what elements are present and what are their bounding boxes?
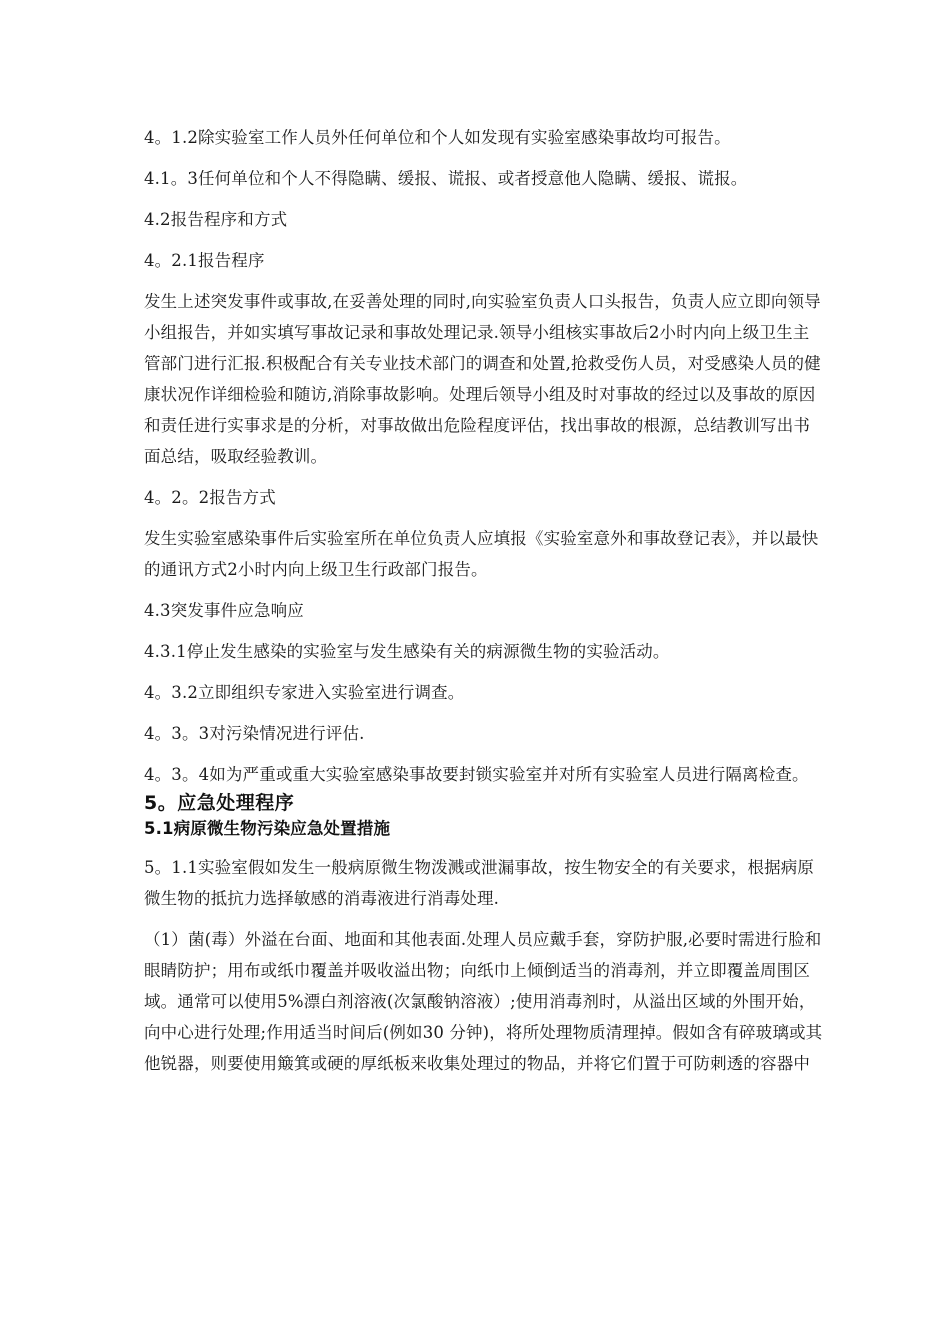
heading-4-2-1: 4。2.1报告程序 — [144, 251, 265, 270]
paragraph-report-procedure: 发生上述突发事件或事故,在妥善处理的同时,向实验室负责人口头报告，负责人应立即向领导小组报告，并如实填写事故记录和事故处理记录.领导小组核实事故后2小时内向上级卫生主管部门进行汇报.积极配合有关专业技术部门的调查和处置,抢救受伤人员，对受感染人员的健康状况作详细检验和随访,消除事故影响。处理后领导小组及时对事故的经过以及事故的原因和责任进行实事求是的分析，对事故做出危险程度评估，找出事故的根源，总结教训写出书面总结，吸取经验教训。 — [144, 292, 821, 466]
paragraph-4-1-2: 4。1.2除实验室工作人员外任何单位和个人如发现有实验室感染事故均可报告。 — [144, 128, 731, 147]
paragraph-4-3-4: 4。3。4如为严重或重大实验室感染事故要封锁实验室并对所有实验室人员进行隔离检查。 — [144, 765, 809, 784]
paragraph-spill-handling: （1）菌(毒）外溢在台面、地面和其他表面.处理人员应戴手套，穿防护服,必要时需进行脸和眼睛防护；用布或纸巾覆盖并吸收溢出物；向纸巾上倾倒适当的消毒剂，并立即覆盖周围区域。通常可以使用5%漂白剂溶液(次氯酸钠溶液）;使用消毒剂时，从溢出区域的外围开始，向中心进行处理;作用适当时间后(例如30 分钟)，将所处理物质清理掉。假如含有碎玻璃或其他锐器，则要使用簸箕或硬的厚纸板来收集处理过的物品，并将它们置于可防刺透的容器中 — [144, 930, 823, 1073]
paragraph-5-1-1: 5。1.1实验室假如发生一般病原微生物泼溅或泄漏事故，按生物安全的有关要求，根据病原微生物的抵抗力选择敏感的消毒液进行消毒处理. — [144, 858, 815, 908]
paragraph-4-1-3: 4.1。3任何单位和个人不得隐瞒、缓报、谎报、或者授意他人隐瞒、缓报、谎报。 — [144, 169, 748, 188]
section-heading-5-1: 5.1病原微生物污染应急处置措施 — [144, 819, 391, 838]
paragraph-4-3-1: 4.3.1停止发生感染的实验室与发生感染有关的病源微生物的实验活动。 — [144, 642, 670, 661]
section-heading-5: 5。应急处理程序 — [144, 792, 295, 814]
heading-4-3: 4.3突发事件应急响应 — [144, 601, 304, 620]
paragraph-4-3-2: 4。3.2立即组织专家进入实验室进行调查。 — [144, 683, 465, 702]
heading-4-2: 4.2报告程序和方式 — [144, 210, 288, 229]
paragraph-4-3-3: 4。3。3对污染情况进行评估. — [144, 724, 365, 743]
document-body — [144, 122, 824, 1079]
heading-4-2-2: 4。2。2报告方式 — [144, 488, 276, 507]
paragraph-report-method: 发生实验室感染事件后实验室所在单位负责人应填报《实验室意外和事故登记表》，并以最快的通讯方式2小时内向上级卫生行政部门报告。 — [144, 529, 819, 579]
